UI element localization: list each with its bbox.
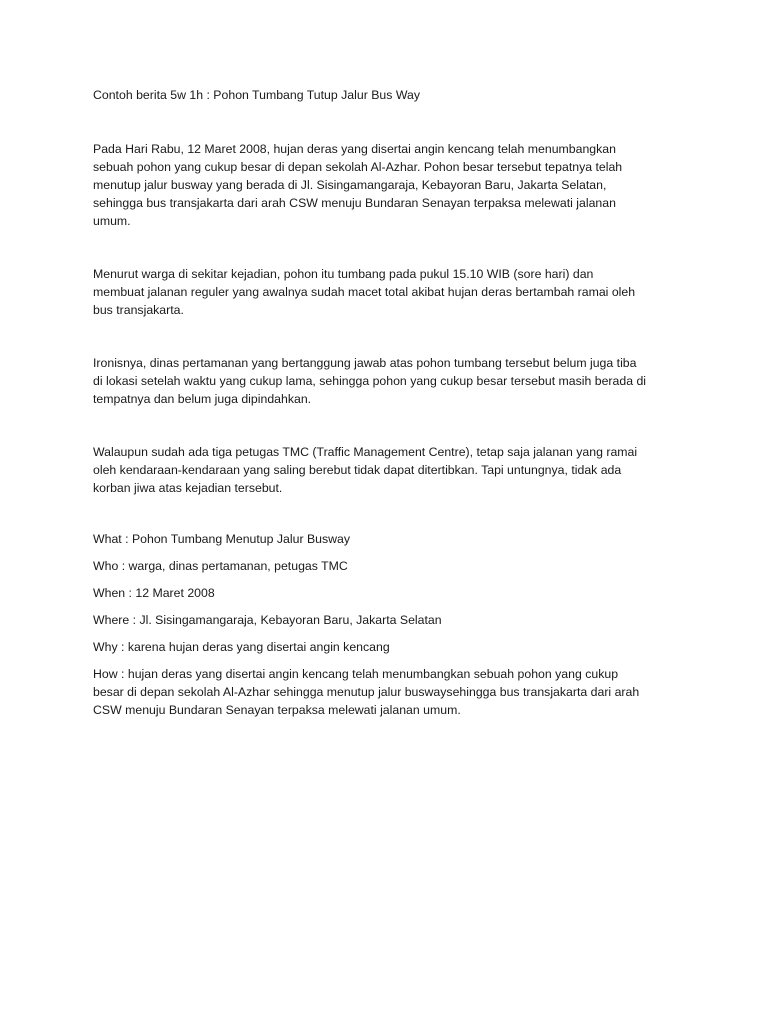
paragraph-1: Pada Hari Rabu, 12 Maret 2008, hujan deras yang disertai angin kencang telah menumbangkan sebuah pohon yang cukup besar di depan sekolah Al-Azhar. Pohon besar tersebut tepatnya telah menutup jalur busway yang berada di Jl. Sisingamangaraja, Kebayoran Baru, Jakarta Selatan, sehingga bus transjakarta dari arah CSW menuju Bundaran Senayan terpaksa melewati jalanan umum. [93,142,623,228]
paragraph-2: Menurut warga di sekitar kejadian, pohon itu tumbang pada pukul 15.10 WIB (sore hari) dan membuat jalanan reguler yang awalnya sudah macet total akibat hujan deras bertambah ramai oleh bus transjakarta. [93,267,636,317]
fact-where: Where : Jl. Sisingamangaraja, Kebayoran Baru, Jakarta Selatan [93,613,442,627]
fact-why: Why : karena hujan deras yang disertai angin kencang [93,640,390,654]
document-body [93,86,683,728]
fact-how: How : hujan deras yang disertai angin kencang telah menumbangkan sebuah pohon yang cukup besar di depan sekolah Al-Azhar sehingga menutup jalur buswaysehingga bus transjakarta dari arah CSW menuju Bundaran Senayan terpaksa melewati jalanan umum. [93,667,640,717]
document-title: Contoh berita 5w 1h : Pohon Tumbang Tutup Jalur Bus Way [93,88,420,102]
fact-who: Who : warga, dinas pertamanan, petugas TMC [93,559,348,573]
paragraph-4: Walaupun sudah ada tiga petugas TMC (Traffic Management Centre), tetap saja jalanan yang ramai oleh kendaraan-kendaraan yang saling berebut tidak dapat ditertibkan. Tapi untungnya, tidak ada korban jiwa atas kejadian tersebut. [93,445,638,495]
fact-when: When : 12 Maret 2008 [93,586,215,600]
paragraph-3: Ironisnya, dinas pertamanan yang bertanggung jawab atas pohon tumbang tersebut belum juga tiba di lokasi setelah waktu yang cukup lama, sehingga pohon yang cukup besar tersebut masih berada di tempatnya dan belum juga dipindahkan. [93,356,647,406]
fact-what: What : Pohon Tumbang Menutup Jalur Busway [93,532,351,546]
